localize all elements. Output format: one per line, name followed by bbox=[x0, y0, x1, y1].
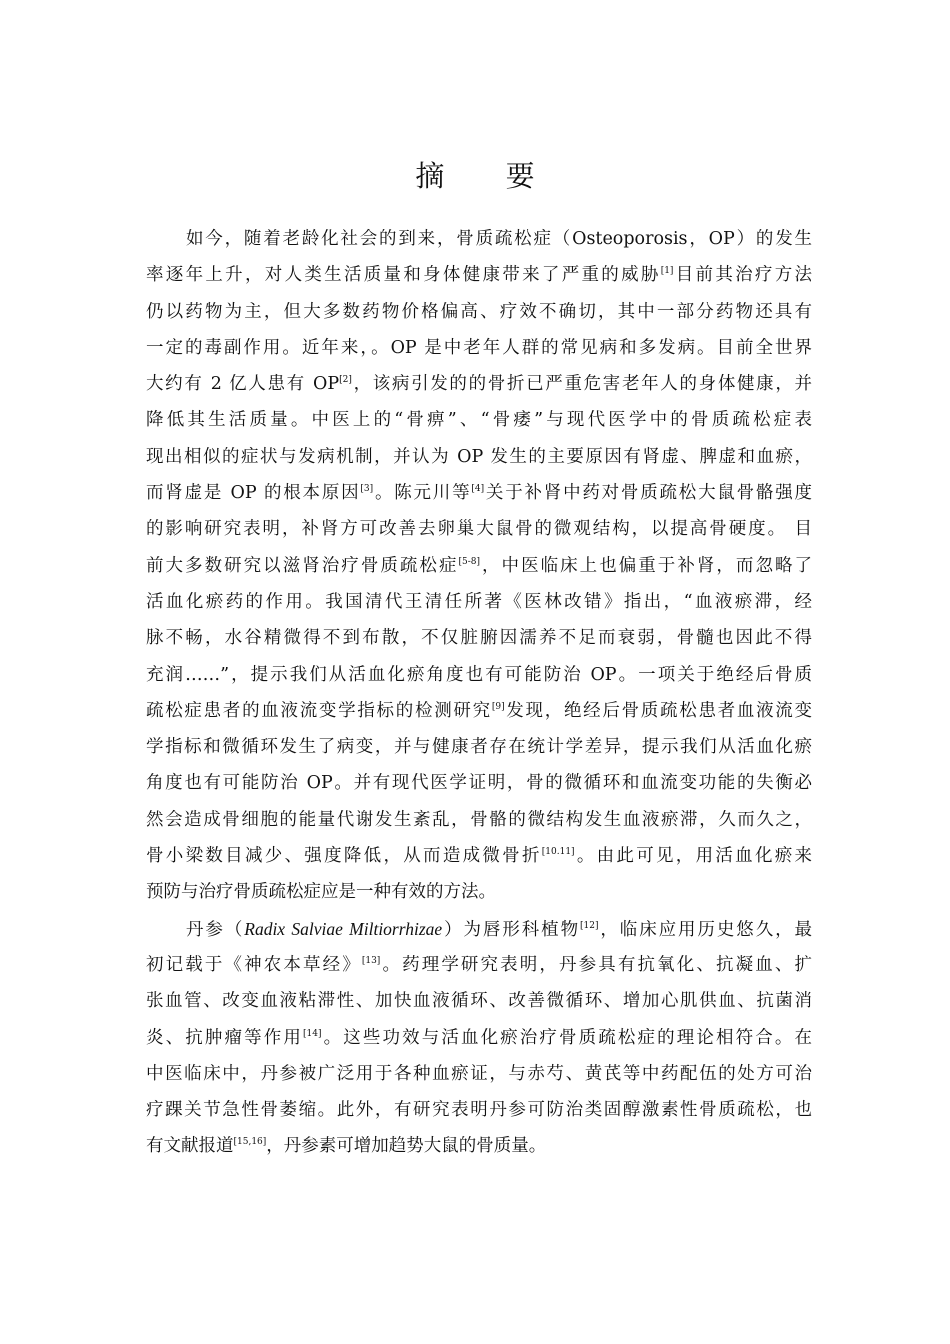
text-run: 目前其治疗方法 bbox=[673, 265, 813, 286]
text-run: ）为唇形科植物 bbox=[442, 919, 580, 940]
text-run: ，丹参素可增加趋势大鼠的骨质量。 bbox=[266, 1136, 547, 1157]
citation-ref: [12] bbox=[580, 920, 599, 931]
citation-ref: [2] bbox=[339, 375, 352, 386]
text-line bbox=[146, 1020, 812, 1056]
text-run: ，临床应用历史悠久，最 bbox=[598, 919, 813, 940]
text-line bbox=[146, 802, 812, 838]
text-run: 活血化瘀药的作用。我国清代王清任所著《医林改错》指出，“血液瘀滞，经 bbox=[146, 591, 812, 612]
text-line bbox=[146, 657, 812, 693]
text-run: 而肾虚是 OP 的根本原因 bbox=[146, 483, 361, 504]
text-line bbox=[146, 548, 812, 584]
text-run: 中医临床中，丹参被广泛用于各种血瘀证，与赤芍、黄芪等中药配伍的处方可治 bbox=[146, 1063, 812, 1084]
citation-ref: [14] bbox=[302, 1028, 322, 1039]
text-line bbox=[146, 947, 812, 983]
text-line bbox=[146, 1128, 812, 1164]
abstract-body bbox=[146, 221, 812, 1165]
text-line bbox=[146, 874, 812, 910]
text-run: 有文献报道 bbox=[146, 1136, 234, 1157]
text-run: 丹参（ bbox=[186, 919, 245, 940]
text-line bbox=[146, 330, 812, 366]
text-run: 发现，绝经后骨质疏松患者血液流变 bbox=[504, 700, 813, 721]
text-run: 关于补肾中药对骨质疏松大鼠骨骼强度 bbox=[484, 483, 813, 504]
text-run: 疗踝关节急性骨萎缩。此外，有研究表明丹参可防治类固醇激素性骨质疏松，也 bbox=[146, 1100, 812, 1121]
text-run: 率逐年上升，对人类生活质量和身体健康带来了严重的威胁 bbox=[146, 265, 661, 286]
text-line bbox=[146, 439, 812, 475]
page-title: 摘 要 bbox=[415, 159, 561, 193]
latin-name: Radix Salviae Miltiorrhizae bbox=[244, 918, 443, 939]
citation-ref: [13] bbox=[361, 955, 381, 966]
text-run: 脉不畅，水谷精微得不到布散，不仅脏腑因濡养不足而衰弱，骨髓也因此不得 bbox=[146, 628, 812, 649]
text-line bbox=[146, 693, 812, 729]
text-run: 如今，随着老龄化社会的到来，骨质疏松症（Osteoporosis，OP）的发生 bbox=[186, 229, 812, 249]
text-line bbox=[146, 584, 812, 620]
citation-ref: [9] bbox=[491, 701, 505, 712]
text-line bbox=[146, 729, 812, 765]
text-run: 疏松症患者的血液流变学指标的检测研究 bbox=[146, 700, 492, 721]
citation-ref: [3] bbox=[360, 484, 374, 495]
text-run: 一定的毒副作用。近年来，。OP 是中老年人群的常见病和多发病。目前全世界 bbox=[146, 337, 812, 358]
text-run: 现出相似的症状与发病机制，并认为 OP 发生的主要原因有肾虚、脾虚和血瘀， bbox=[146, 446, 812, 467]
text-run: ，中医临床上也偏重于补肾，而忽略了 bbox=[480, 555, 813, 576]
text-run: 炎、抗肿瘤等作用 bbox=[146, 1027, 303, 1048]
citation-ref: [1] bbox=[660, 266, 674, 277]
text-line bbox=[146, 402, 812, 438]
text-line bbox=[146, 511, 812, 547]
text-line bbox=[146, 294, 812, 330]
text-run: 然会造成骨细胞的能量代谢发生紊乱，骨骼的微结构发生血液瘀滞，久而久之， bbox=[146, 809, 812, 830]
text-line bbox=[146, 257, 812, 293]
text-run: 骨小梁数目减少、强度降低，从而造成微骨折 bbox=[146, 846, 542, 867]
text-line bbox=[146, 221, 812, 257]
text-run: ，该病引发的的骨折已严重危害老年人的身体健康，并 bbox=[351, 374, 812, 395]
text-line bbox=[146, 475, 812, 511]
text-run: 。药理学研究表明，丹参具有抗氧化、抗凝血、扩 bbox=[380, 954, 813, 975]
citation-ref: [15,16] bbox=[233, 1137, 267, 1148]
text-run: 初记载于《神农本草经》 bbox=[146, 954, 362, 975]
citation-ref: [10.11] bbox=[541, 847, 575, 858]
text-run: 降低其生活质量。中医上的“骨痹”、“骨痿”与现代医学中的骨质疏松症表 bbox=[146, 410, 812, 431]
text-run: 。陈元川等 bbox=[373, 483, 472, 504]
text-line bbox=[146, 983, 812, 1019]
citation-ref: [4] bbox=[471, 484, 485, 495]
text-run: 大约有 2 亿人患有 OP bbox=[146, 374, 340, 395]
text-run: 预防与治疗骨质疏松症应是一种有效的方法。 bbox=[146, 882, 496, 903]
text-run: 张血管、改变血液粘滞性、加快血液循环、改善微循环、增加心肌供血、抗菌消 bbox=[146, 991, 812, 1012]
text-line bbox=[146, 911, 812, 947]
text-line bbox=[146, 765, 812, 801]
text-line bbox=[146, 620, 812, 656]
text-run: 学指标和微循环发生了病变，并与健康者存在统计学差异，提示我们从活血化瘀 bbox=[146, 737, 812, 758]
citation-ref: [5-8] bbox=[458, 556, 480, 567]
text-run: 角度也有可能防治 OP。并有现代医学证明，骨的微循环和血流变功能的失衡必 bbox=[146, 773, 812, 794]
text-run: 仍以药物为主，但大多数药物价格偏高、疗效不确切，其中一部分药物还具有 bbox=[146, 301, 812, 322]
text-run: 的影响研究表明，补肾方可改善去卵巢大鼠骨的微观结构，以提高骨硬度。 目 bbox=[146, 519, 812, 540]
text-line bbox=[146, 1056, 812, 1092]
text-run: 前大多数研究以滋肾治疗骨质疏松症 bbox=[146, 555, 459, 576]
text-line bbox=[146, 1092, 812, 1128]
text-line bbox=[146, 366, 812, 402]
text-line bbox=[146, 838, 812, 874]
text-run: 。由此可见，用活血化瘀来 bbox=[574, 846, 813, 867]
text-run: 充润……”，提示我们从活血化瘀角度也有可能防治 OP。一项关于绝经后骨质 bbox=[146, 664, 812, 685]
text-run: 。这些功效与活血化瘀治疗骨质疏松症的理论相符合。在 bbox=[321, 1027, 813, 1048]
